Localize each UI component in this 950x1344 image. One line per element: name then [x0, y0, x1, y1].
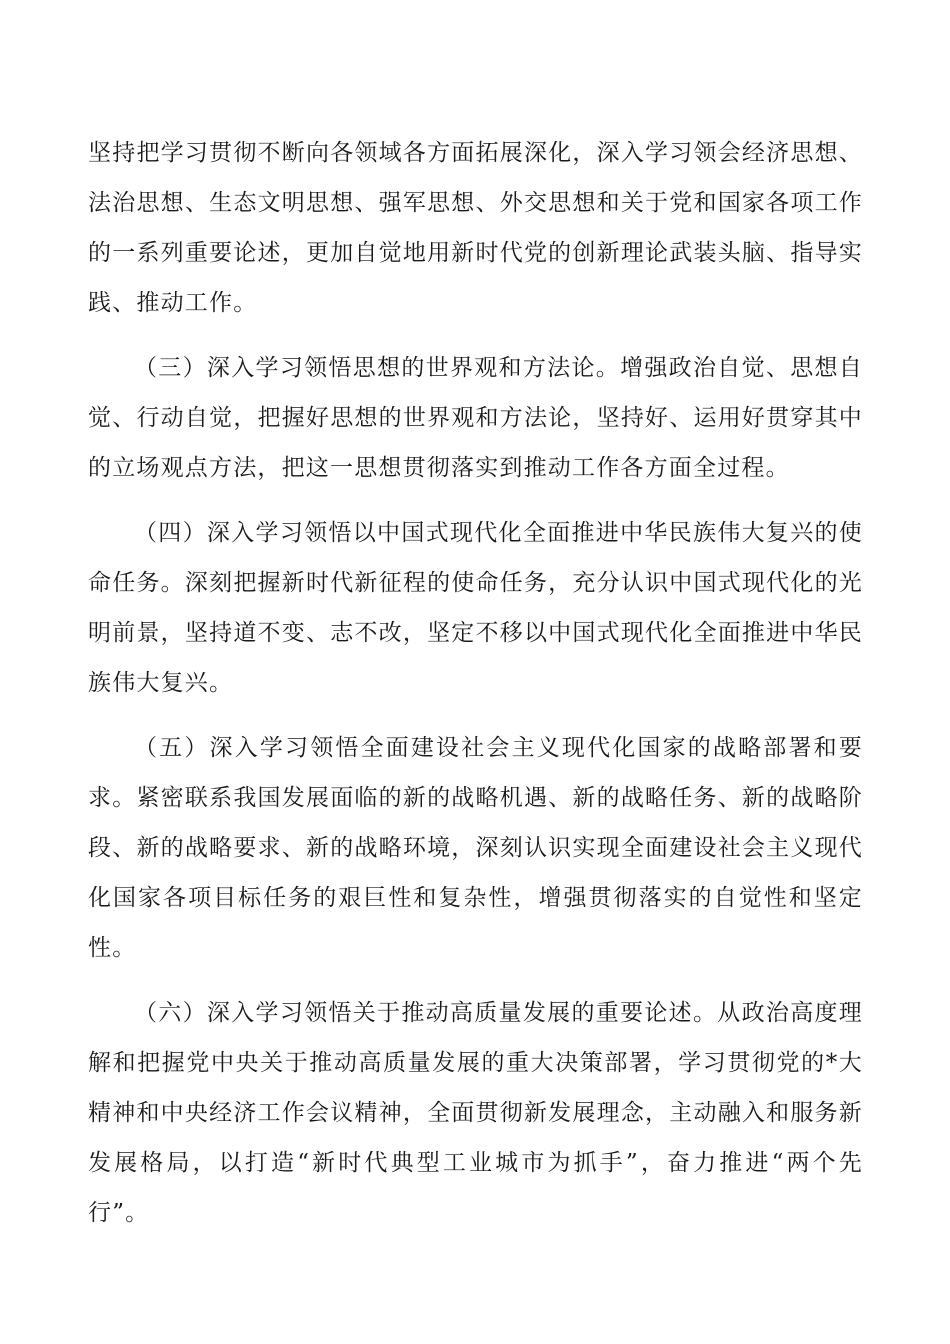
document-body — [88, 128, 863, 1253]
paragraph-section-3: （三）深入学习领悟思想的世界观和方法论。增强政治自觉、思想自觉、行动自觉，把握好思想的世界观和方法论，坚持好、运用好贯穿其中的立场观点方法，把这一思想贯彻落实到推动工作各方面全过程。 — [88, 355, 863, 481]
paragraph-continuation: 坚持把学习贯彻不断向各领域各方面拓展深化，深入学习领会经济思想、法治思想、生态文明思想、强军思想、外交思想和关于党和国家各项工作的一系列重要论述，更加自觉地用新时代党的创新理论武装头脑、指导实践、推动工作。 — [88, 140, 863, 316]
paragraph-section-4: （四）深入学习领悟以中国式现代化全面推进中华民族伟大复兴的使命任务。深刻把握新时代新征程的使命任务，充分认识中国式现代化的光明前景，坚持道不变、志不改，坚定不移以中国式现代化全面推进中华民族伟大复兴。 — [88, 520, 863, 696]
paragraph-section-6: （六）深入学习领悟关于推动高质量发展的重要论述。从政治高度理解和把握党中央关于推动高质量发展的重大决策部署，学习贯彻党的*大精神和中央经济工作会议精神，全面贯彻新发展理念，主动融入和服务新发展格局，以打造“新时代典型工业城市为抓手”，奋力推进“两个先行”。 — [88, 1000, 863, 1226]
paragraph-section-5: （五）深入学习领悟全面建设社会主义现代化国家的战略部署和要求。紧密联系我国发展面临的新的战略机遇、新的战略任务、新的战略阶段、新的战略要求、新的战略环境，深刻认识实现全面建设社会主义现代化国家各项目标任务的艰巨性和复杂性，增强贯彻落实的自觉性和坚定性。 — [88, 735, 863, 961]
